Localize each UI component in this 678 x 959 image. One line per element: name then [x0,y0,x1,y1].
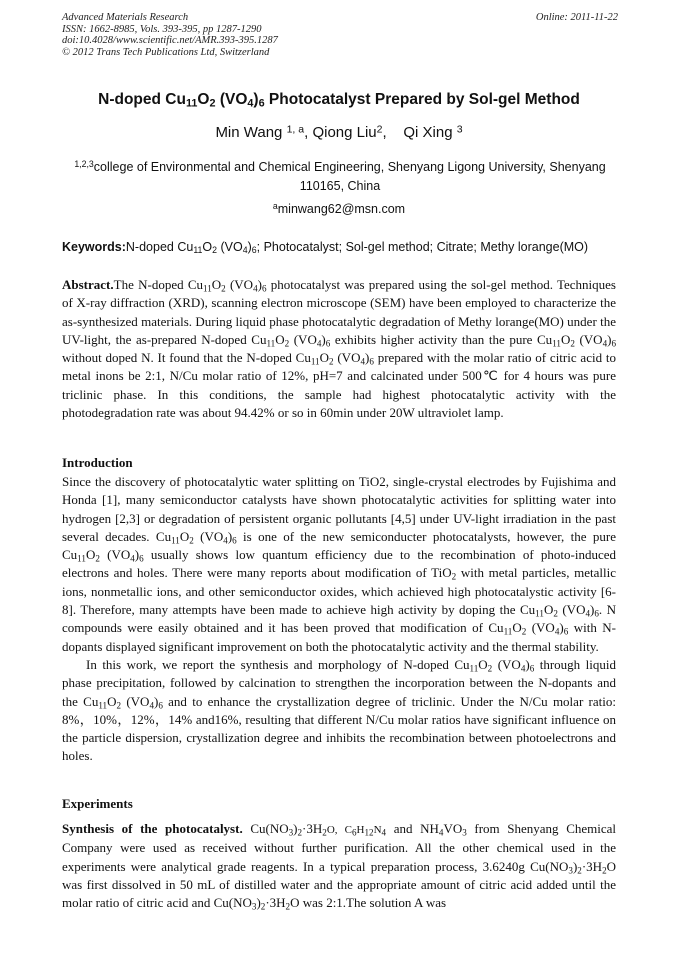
intro-paragraph-1: Since the discovery of photocatalytic water splitting on TiO2, single-crystal electrodes by Fujishima and Honda [1], many semiconductor catalysts have shown photocatalytic activities for splitting water into hydrogen [2,3] or degradation of persistent organic pollutants [4,5] under UV-light irradiation in the past several decades. $Cu_{11}O_2$ $(VO_4)_6$ is one of the new semiconducter photocatalysts, however, the pure $Cu_{11}O_2$ $(VO_4)_6$ usually shows low quantum efficiency due to the recombination of photo-induced electrons and holes. There were many reports about modification of TiO$_2$ with metal particles, metallic ions, nonmetallic ions, and other semiconductor oxides, which achieved high photocatalystic activity [6-8]. Therefore, many attempts have been made to achieve high activity by doping the $Cu_{11}O_2$ $(VO_4)_6$. N compounds were easily obtained and it has been proved that modification of $Cu_{11}O_2$ $(VO_4)_6$ with N-dopants displayed significant improvement on both the photocatalytic activity and the thermal stability. [62,474,617,654]
keywords: Keywords:N-doped $Cu_{11}O_2$ $(VO_4)_6$; Photocatalyst; Sol-gel method; Citrate; Methy lorange(MO) [62,240,589,256]
introduction-body [62,473,616,766]
journal-header [62,12,618,58]
synthesis-label: Synthesis of the photocatalyst. [62,821,243,836]
paper-title: N-doped $Cu_{11}O_2$ $(VO_4)_6$ Photocatalyst Prepared by Sol-gel Method [98,91,580,110]
introduction-heading: Introduction [62,455,133,470]
online-date: Online: 2011-11-22 [535,12,618,23]
author-list: Min Wang $^{1, a}$, Qiong Liu$^2$, Qi Xing $^3$ [215,123,463,141]
author-3: Qi Xing [403,124,453,141]
copyright-line: © 2012 Trans Tech Publications Ltd, Switzerland [62,46,270,58]
abstract: Abstract.The N-doped $Cu_{11}O_2$ $(VO_4)_6$ photocatalyst was prepared using the sol-gel method. Techniques of X-ray diffraction (XRD), scanning electron microscope (SEM) have been employed to characterize the as-synthesized materials. During liquid phase photocatalytic degradation of Methy lorange(MO) under the UV-light, the as-prepared N-doped $Cu_{11}O_2$ $(VO_4)_6$ exhibits higher activity than the pure $Cu_{11}O_2$ $(VO_4)_6$ without doped N. It found that the N-doped $Cu_{11}O_2$ $(VO_4)_6$ prepared with the molar ratio of citric acid to metal inons be 2:1, N/Cu molar ratio of 12%, pH=7 and calcinated under 500℃ for 4 hours was pure triclinic phase. In this conditions, the sample had highest photocatalytic activity with the photodegradation rate was about 94.42% or so in 60min under 20W ultraviolet lamp. [62,277,617,421]
experiments-heading: Experiments [62,796,133,811]
doi-line: doi:10.4028/www.scientific.net/AMR.393-395.1287 [62,35,278,46]
synthesis-paragraph: Synthesis of the photocatalyst. $Cu(NO_3)_2\cdot 3H_2O$, $C_6H_{12}N_4$ and $NH_4VO_3$ from Shenyang Chemical Company were used as received without further purification. All the other chemical used in the experiments were analytical grade reagents. In a typical preparation process, 3.6240g $Cu(NO_3)_2\cdot 3H_2O$ was first dissolved in 50 mL of distilled water and the appropriate amount of citric acid added until the molar ratio of citric acid and $Cu(NO_3)_2\cdot 3H_2O$ was 2:1.The solution A was [62,821,617,912]
journal-name: Advanced Materials Research [62,12,189,23]
author-1: Min Wang [215,124,283,141]
abstract-label: Abstract. [62,277,114,292]
author-2: Qiong Liu [312,124,377,141]
keywords-label: Keywords: [62,240,126,254]
intro-paragraph-2: In this work, we report the synthesis and morphology of N-doped $Cu_{11}O_2$ $(VO_4)_6$ through liquid phase precipitation, followed by calcination to strengthen the incorporation between the N-dopants and the $Cu_{11}O_2$ $(VO_4)_6$ and to enhance the crystallization degree of triclinic. Under the N/Cu molar ratio: 8%，10%，12%，14% and16%, resulting that different N/Cu molar ratios have significant influence on the particle dispersion, crystallization degree and inhibits the recombination between photoelectrons and holes. [62,656,617,764]
issn-line: ISSN: 1662-8985, Vols. 393-395, pp 1287-1290 [62,23,262,35]
author-email[interactable]: $^a$minwang62@msn.com [272,201,406,216]
affiliation: $^{1,2,3}$college of Environmental and Chemical Engineering, Shenyang Ligong University, Shenyang 110165, China [74,159,606,193]
